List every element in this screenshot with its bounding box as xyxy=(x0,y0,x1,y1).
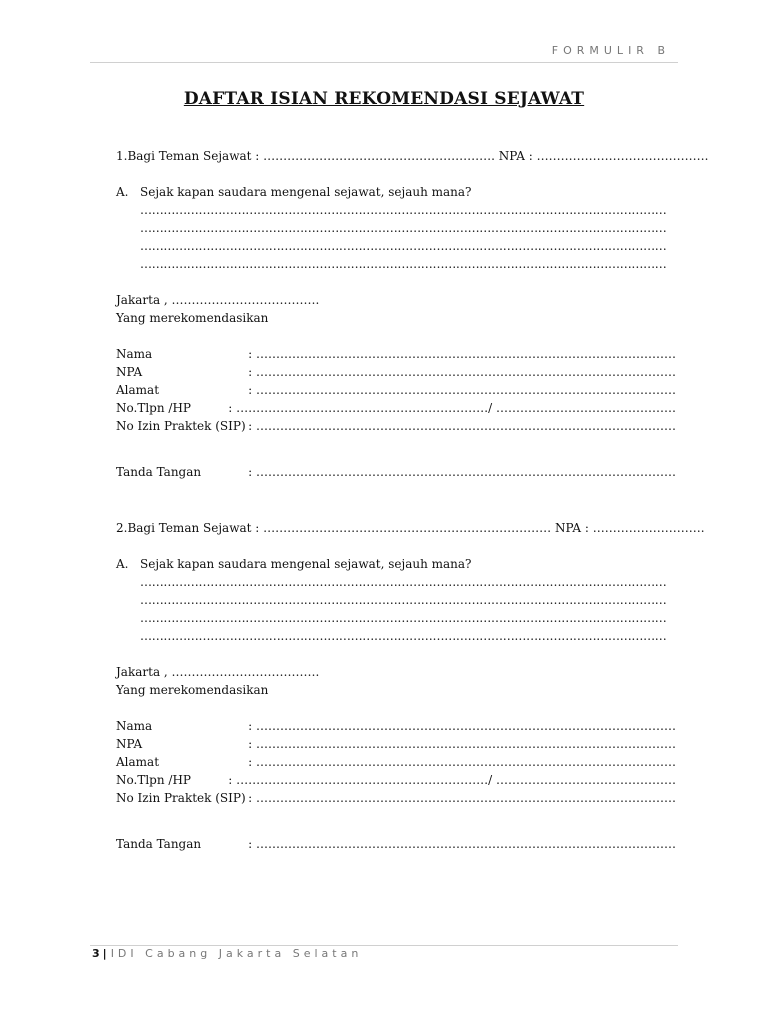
question-text: Sejak kapan saudara mengenal sejawat, sejauh mana? xyxy=(140,185,472,199)
peer-line-text: Bagi Teman Sejawat : ……………………………………………………………… NPA : ………………………. xyxy=(127,521,705,535)
peer-line xyxy=(116,519,705,537)
field-label: No.Tlpn /HP xyxy=(116,773,191,787)
field-label: Nama xyxy=(116,719,153,733)
field-nama xyxy=(116,717,676,735)
field-value: : ………………………………………………………/ ……………………………………… xyxy=(228,773,676,787)
peer-line-text: Bagi Teman Sejawat : …………………………………………………. NPA : ……………………………………. xyxy=(127,149,709,163)
field-value: : …………………………………………………………………………………………… xyxy=(248,465,676,479)
field-value: : ………………………………………………………/ ……………………………………… xyxy=(228,401,676,415)
field-label: No Izin Praktek (SIP) xyxy=(116,419,246,433)
field-signature xyxy=(116,835,676,853)
recommendation-section-1 xyxy=(116,147,709,481)
place-date: Jakarta , ………………………………. xyxy=(116,293,320,307)
field-label: Alamat xyxy=(116,755,160,769)
field-label: Alamat xyxy=(116,383,160,397)
question-text: Sejak kapan saudara mengenal sejawat, sejauh mana? xyxy=(140,557,472,571)
field-phone xyxy=(116,771,676,789)
footer-divider xyxy=(90,945,678,946)
field-sip xyxy=(116,789,676,807)
answer-line: ……………………………………………………………………………………………………………………… xyxy=(140,593,667,607)
footer-organization: IDI Cabang Jakarta Selatan xyxy=(110,947,363,960)
field-label: NPA xyxy=(116,365,143,379)
recommender-label: Yang merekomendasikan xyxy=(116,311,269,325)
answer-line: ……………………………………………………………………………………………………………………… xyxy=(140,239,667,253)
answer-line: ……………………………………………………………………………………………………………………… xyxy=(140,203,667,217)
question xyxy=(116,555,676,573)
field-label: NPA xyxy=(116,737,143,751)
question-label: A. xyxy=(116,185,129,199)
recommendation-section-2 xyxy=(116,519,705,853)
page-title: DAFTAR ISIAN REKOMENDASI SEJAWAT xyxy=(183,89,585,109)
field-signature xyxy=(116,463,676,481)
page-number: 3 xyxy=(92,947,100,960)
header-divider xyxy=(90,62,678,63)
field-value: : …………………………………………………………………………………………… xyxy=(248,791,676,805)
section-number: 1. xyxy=(116,149,128,163)
field-npa xyxy=(116,735,676,753)
form-label: FORMULIR B xyxy=(551,44,670,57)
field-sip xyxy=(116,417,676,435)
answer-line: ……………………………………………………………………………………………………………………… xyxy=(140,611,667,625)
field-label: Nama xyxy=(116,347,153,361)
answer-line: ……………………………………………………………………………………………………………………… xyxy=(140,575,667,589)
field-value: : …………………………………………………………………………………………… xyxy=(248,719,676,733)
field-value: : …………………………………………………………………………………………… xyxy=(248,365,676,379)
field-value: : …………………………………………………………………………………………… xyxy=(248,737,676,751)
page-footer xyxy=(92,947,362,960)
field-value: : …………………………………………………………………………………………… xyxy=(248,837,676,851)
question-label: A. xyxy=(116,557,129,571)
field-value: : …………………………………………………………………………………………… xyxy=(248,755,676,769)
field-npa xyxy=(116,363,676,381)
field-label: Tanda Tangan xyxy=(116,837,202,851)
answer-line: ……………………………………………………………………………………………………………………… xyxy=(140,629,667,643)
field-label: Tanda Tangan xyxy=(116,465,202,479)
field-value: : …………………………………………………………………………………………… xyxy=(248,419,676,433)
field-phone xyxy=(116,399,676,417)
field-nama xyxy=(116,345,676,363)
answer-line: ……………………………………………………………………………………………………………………… xyxy=(140,221,667,235)
field-alamat xyxy=(116,381,676,399)
answer-line: ……………………………………………………………………………………………………………………… xyxy=(140,257,667,271)
question xyxy=(116,183,676,201)
footer-separator: | xyxy=(102,947,107,960)
peer-line xyxy=(116,147,709,165)
section-number: 2. xyxy=(116,521,128,535)
field-label: No Izin Praktek (SIP) xyxy=(116,791,246,805)
recommender-label: Yang merekomendasikan xyxy=(116,683,269,697)
field-label: No.Tlpn /HP xyxy=(116,401,191,415)
field-alamat xyxy=(116,753,676,771)
place-date: Jakarta , ………………………………. xyxy=(116,665,320,679)
field-value: : …………………………………………………………………………………………… xyxy=(248,347,676,361)
field-value: : …………………………………………………………………………………………… xyxy=(248,383,676,397)
